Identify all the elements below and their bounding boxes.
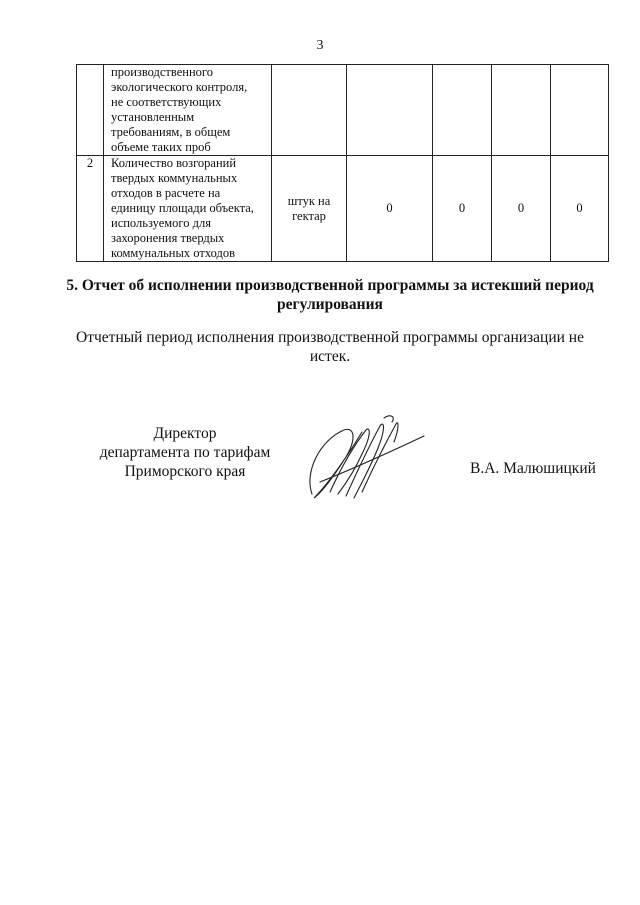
value-cell xyxy=(492,65,551,156)
signer-position-line: Директор xyxy=(153,425,217,442)
indicator-name-line: экологического контроля, xyxy=(111,80,248,94)
indicator-table xyxy=(76,64,609,262)
indicator-name-line: не соответствующих xyxy=(111,95,222,109)
signature-stroke xyxy=(330,429,369,494)
row-number xyxy=(77,65,104,156)
signer-position-line: Приморского края xyxy=(124,463,246,480)
signer-name: В.А. Малюшицкий xyxy=(470,460,596,477)
unit-cell xyxy=(272,156,347,262)
signer-position-line: департамента по тарифам xyxy=(99,444,271,461)
indicator-name-line: твердых коммунальных xyxy=(111,171,238,185)
indicator-name-line: требованиям, в общем xyxy=(111,125,231,139)
indicator-name-line: объеме таких проб xyxy=(111,140,211,154)
indicator-name xyxy=(104,65,272,156)
indicator-name-line: используемого для xyxy=(111,216,211,230)
section-heading-line: регулирования xyxy=(277,296,383,313)
unit-cell xyxy=(272,65,347,156)
signature-stroke xyxy=(310,429,362,498)
signer-position xyxy=(60,424,310,481)
page-number: 3 xyxy=(316,38,324,53)
value-cell: 0 xyxy=(551,156,609,262)
value-cell: 0 xyxy=(492,156,551,262)
indicator-name-line: производственного xyxy=(111,65,213,79)
indicator-name-line: коммунальных отходов xyxy=(111,246,235,260)
report-line: истек. xyxy=(309,348,351,365)
indicator-name-line: Количество возгораний xyxy=(111,156,237,170)
value-cell xyxy=(347,65,433,156)
indicator-name-line: единицу площади объекта, xyxy=(111,201,254,215)
value-cell xyxy=(551,65,609,156)
unit-line: штук на xyxy=(287,193,331,208)
section-heading xyxy=(60,276,600,314)
indicator-name-line: отходов в расчете на xyxy=(111,186,221,200)
table-row xyxy=(77,156,609,262)
report-line: Отчетный период исполнения производственной программы организации не xyxy=(76,329,584,346)
table-row xyxy=(77,65,609,156)
section-heading-line: 5. Отчет об исполнении производственной программы за истекший период xyxy=(66,277,594,294)
value-cell: 0 xyxy=(433,156,492,262)
indicator-name xyxy=(104,156,272,262)
unit-line: гектар xyxy=(292,208,326,223)
signature-stroke xyxy=(320,436,424,482)
indicator-name-line: захоронения твердых xyxy=(111,231,225,245)
signature-stroke xyxy=(384,416,393,422)
value-cell xyxy=(433,65,492,156)
indicator-name-line: установленным xyxy=(111,110,195,124)
signature-stroke xyxy=(362,423,398,492)
report-paragraph xyxy=(60,328,600,366)
row-number: 2 xyxy=(77,156,104,262)
value-cell: 0 xyxy=(347,156,433,262)
handwritten-signature xyxy=(300,412,430,507)
